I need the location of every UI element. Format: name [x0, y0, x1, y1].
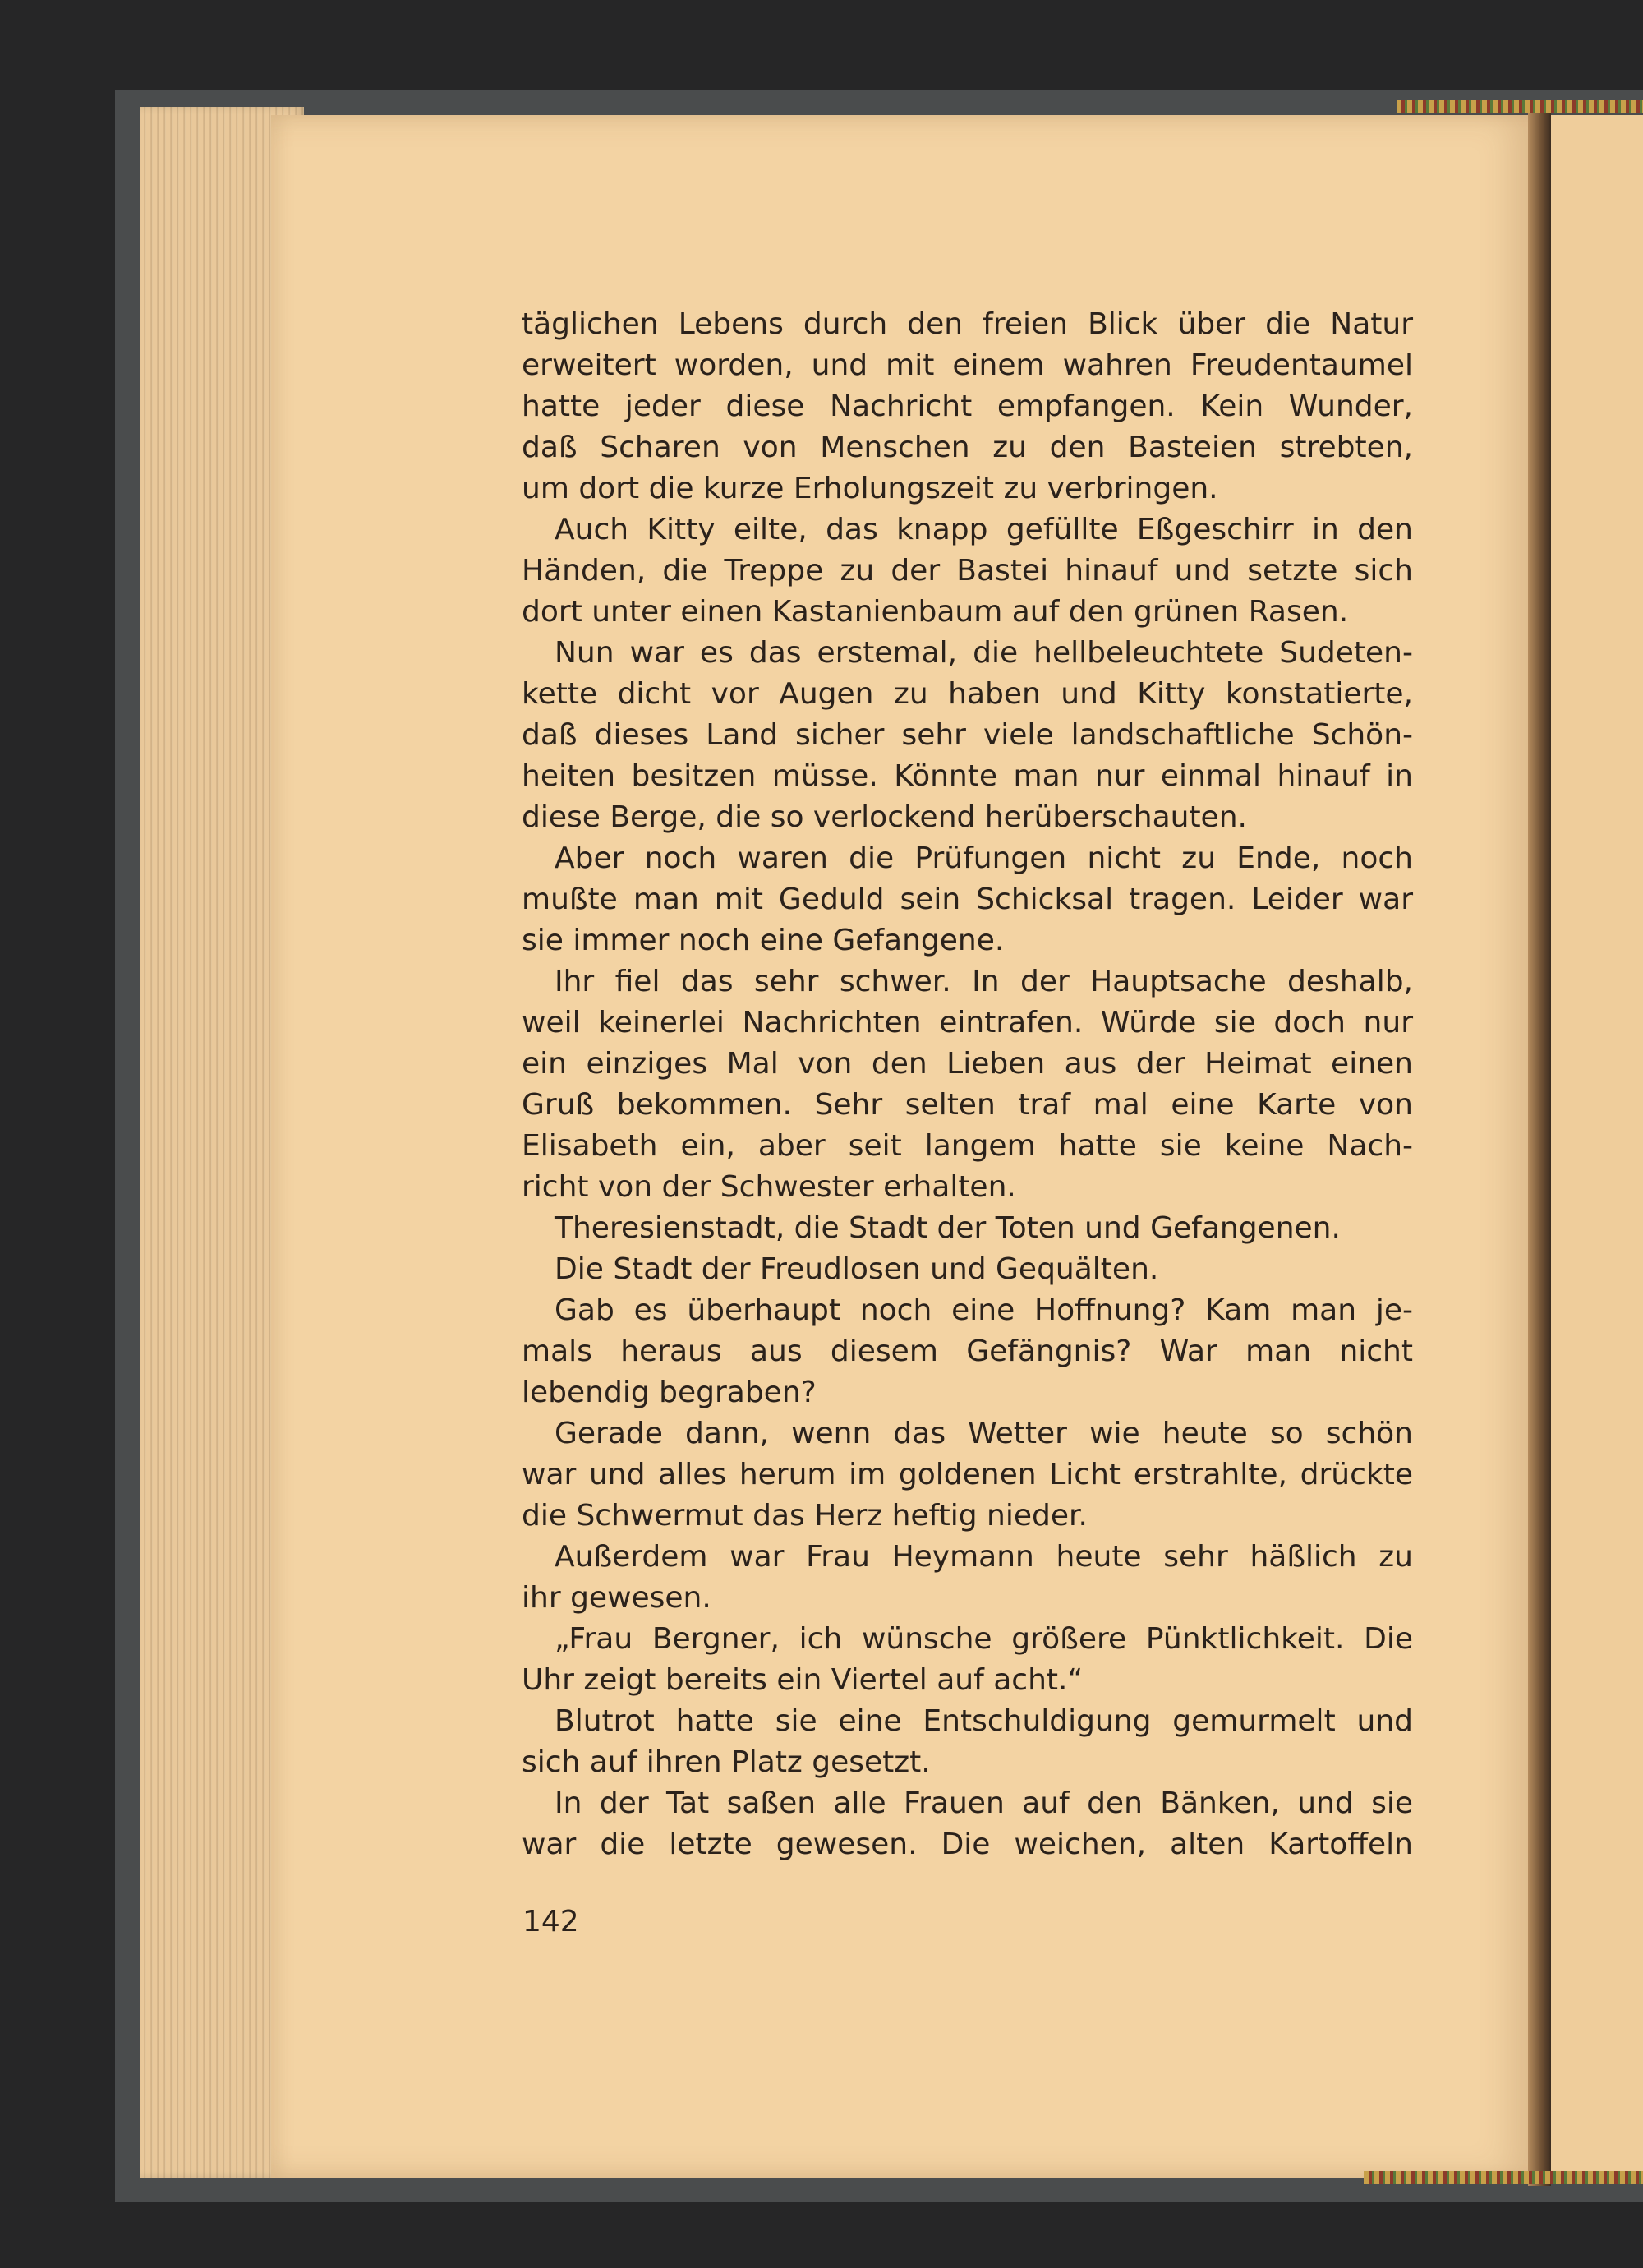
text-line: Theresienstadt, die Stadt der Toten und Gefangenen. [555, 1211, 1341, 1245]
text-line: sich auf ihren Platz gesetzt. [522, 1745, 931, 1779]
text-line: mußte man mit Geduld sein Schicksal tragen. Leider war [522, 883, 1413, 916]
text-line: diese Berge, die so verlockend herüberschauten. [522, 800, 1247, 834]
text-line: lebendig begraben? [522, 1376, 817, 1409]
text-line: „Frau Bergner, ich wünsche größere Pünktlichkeit. Die [555, 1622, 1413, 1656]
text-line: Elisabeth ein, aber seit langem hatte sie keine Nach- [522, 1129, 1413, 1163]
text-line: daß dieses Land sicher sehr viele landschaftliche Schön- [522, 718, 1413, 752]
text-line: ein einziges Mal von den Lieben aus der Heimat einen [522, 1047, 1413, 1081]
text-line: Nun war es das erstemal, die hellbeleuchtete Sudeten- [555, 636, 1413, 670]
text-line: hatte jeder diese Nachricht empfangen. Kein Wunder, [522, 390, 1413, 423]
text-line: war die letzte gewesen. Die weichen, alten Kartoffeln [522, 1828, 1413, 1861]
facing-page-edge [1551, 115, 1643, 2178]
text-line: Aber noch waren die Prüfungen nicht zu Ende, noch [555, 841, 1413, 875]
text-line: erweitert worden, und mit einem wahren Freudentaumel [522, 348, 1413, 382]
text-line: richt von der Schwester erhalten. [522, 1170, 1016, 1204]
text-line: Außerdem war Frau Heymann heute sehr häßlich zu [555, 1540, 1413, 1574]
text-line: war und alles herum im goldenen Licht erstrahlte, drückte [522, 1458, 1413, 1491]
text-line: dort unter einen Kastanienbaum auf den grünen Rasen. [522, 595, 1349, 629]
page-text [522, 304, 1413, 1865]
text-line: weil keinerlei Nachrichten eintrafen. Würde sie doch nur [522, 1006, 1413, 1040]
text-line: mals heraus aus diesem Gefängnis? War man nicht [522, 1335, 1413, 1368]
book-gutter [1528, 107, 1551, 2186]
text-line: Gerade dann, wenn das Wetter wie heute so schön [555, 1417, 1413, 1450]
text-line: ihr gewesen. [522, 1581, 711, 1615]
text-line: Die Stadt der Freudlosen und Gequälten. [555, 1252, 1159, 1286]
text-line: Gab es überhaupt noch eine Hoffnung? Kam man je- [555, 1293, 1413, 1327]
text-line: Auch Kitty eilte, das knapp gefüllte Eßgeschirr in den [555, 513, 1413, 546]
text-line: Uhr zeigt bereits ein Viertel auf acht.“ [522, 1663, 1084, 1697]
text-line: Ihr fiel das sehr schwer. In der Hauptsache deshalb, [555, 965, 1413, 998]
text-line: heiten besitzen müsse. Könnte man nur einmal hinauf in [522, 759, 1413, 793]
headband [1397, 100, 1643, 113]
text-line: In der Tat saßen alle Frauen auf den Bänken, und sie [555, 1786, 1413, 1820]
text-line: Händen, die Treppe zu der Bastei hinauf und setzte sich [522, 554, 1413, 588]
text-line: um dort die kurze Erholungszeit zu verbringen. [522, 472, 1218, 505]
text-line: sie immer noch eine Gefangene. [522, 924, 1005, 957]
text-line: Gruß bekommen. Sehr selten traf mal eine Karte von [522, 1088, 1413, 1122]
text-line: daß Scharen von Menschen zu den Basteien strebten, [522, 431, 1413, 464]
text-line: Blutrot hatte sie eine Entschuldigung gemurmelt und [555, 1704, 1413, 1738]
text-line: die Schwermut das Herz heftig nieder. [522, 1499, 1088, 1533]
page-number: 142 [522, 1905, 579, 1938]
text-line: täglichen Lebens durch den freien Blick über die Natur [522, 307, 1413, 341]
tailband [1364, 2171, 1643, 2184]
text-line: kette dicht vor Augen zu haben und Kitty konstatierte, [522, 677, 1413, 711]
